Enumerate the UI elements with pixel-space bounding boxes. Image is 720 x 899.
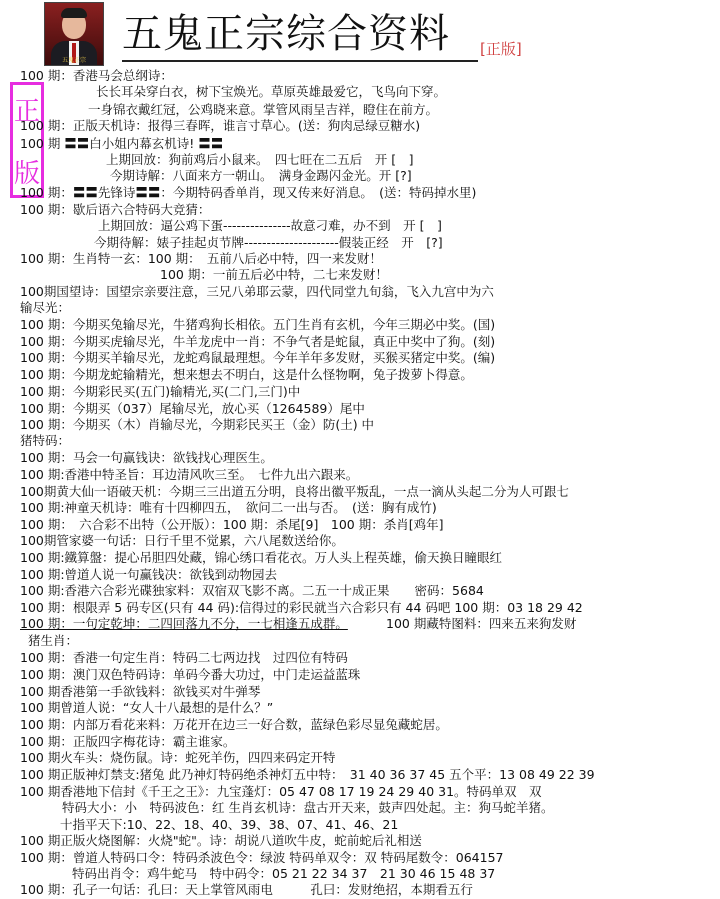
content-line: 100 期：今期彩民买(五门)输精光,买(二门,三门)中: [20, 384, 301, 399]
content-line: 100 期：今期买（木）肖输尽光，今期彩民买王（金）防(土) 中: [20, 417, 375, 432]
content-line: 100 期:香港六合彩光碟独家料：双宿双飞影不离。二五一十成正果 密码：5684: [20, 583, 484, 598]
content-line: 100 期：一前五后必中特，二七来发财！: [160, 267, 388, 282]
content-line: 特码大小：小 特码波色：红 生肖玄机诗：盘古开天来，鼓声四处起。主：狗马蛇羊猪。: [62, 800, 554, 815]
content-line: 100 期：澳门双色特码诗：单码今番大功过，中门走运益蓝珠: [20, 667, 361, 682]
content-line: 今期待解：婊子挂起贞节牌---------------------假装正经 开 [?]: [94, 235, 443, 250]
content-line: 100期管家婆一句话：日行千里不觉累，六八尾数送给你。: [20, 533, 344, 548]
content-line: 100 期：香港一句定生肖：特码二七两边找 过四位有特码: [20, 650, 348, 665]
content-line: 100 期：曾道人特码口令：特码杀波色令：绿波 特码单双令：双 特码尾数令：064157: [20, 850, 504, 865]
content-line: 100 期:神童天机诗：唯有十四柳四五， 欲问二一出与否。 (送：胸有成竹): [20, 500, 437, 515]
avatar-caption: 五鬼正宗: [61, 57, 86, 64]
content-line: 100 期:香港中特圣旨：耳边清风吹三至。 七件九出六跟来。: [20, 467, 359, 482]
stamp-bottom-char: 版: [13, 159, 40, 189]
content-line: 100 期正版火烧图解：火烧"蛇"。诗：胡说八道吹牛皮，蛇前蛇后礼相送: [20, 833, 422, 848]
content-line: 100 期藏特图料：四来五来狗发财: [386, 616, 577, 631]
content-line: 100 期：歇后语六合特码大竞猜：: [20, 202, 211, 217]
content-line: 100 期：今期买虎输尽光，牛羊龙虎中一肖：不争气者是蛇鼠，真正中奖中了狗。(刻): [20, 334, 496, 349]
page-header: [0, 0, 720, 66]
page-title: 五鬼正宗综合资料: [122, 11, 450, 57]
content-line: 100 期:鐵算盤：提心吊胆四处藏，锦心绣口看花衣。万人头上程英雄，偷天换日瞳眼红: [20, 550, 503, 565]
content-line: 100 期香港第一手欲钱料：欲钱买对牛弹琴: [20, 684, 261, 699]
content-line: 100 期：香港马会总纲诗：: [20, 68, 173, 83]
content-line: 100 期：今期买（037）尾输尽光，放心买（1264589）尾中: [20, 401, 365, 416]
content-line: 100 期：孔子一句话：孔曰：天上掌管风雨电 孔曰：发财绝招，本期看五行: [20, 882, 473, 897]
content-line: 100 期：一句定乾坤：二四回落九不分，一七相逢五成群。: [20, 616, 348, 631]
content-line: 100期黄大仙一语破天机：今期三三出道五分明，良将出徽平叛乱，一点一滴从头起二分为人可跟七: [20, 484, 569, 499]
content-line: 长长耳朵穿白衣，树下宝焕光。草原英雄最爱它，飞鸟向下穿。: [96, 84, 447, 99]
content-line: 特码出肖令：鸡牛蛇马 特中码令：05 21 22 34 37 21 30 46 15 48 37: [72, 866, 496, 881]
content-line: 猪特码：: [20, 433, 71, 448]
edition-badge: [正版]: [480, 40, 522, 58]
content-line: 100期国望诗：国望宗亲要注意，三兄八弟耶云蒙，四代同堂九旬翁，飞入九宫中为六: [20, 284, 494, 299]
content-line: 100 期正版神灯禁支:猪兔 此乃神灯特码绝杀神灯五中特： 31 40 36 37 45 五个平：13 08 49 22 39: [20, 767, 595, 782]
content-line: 100 期：今期买羊输尽光，龙蛇鸡鼠最理想。今年羊年多发财，买猴买猪定中奖。(编): [20, 350, 496, 365]
content-line: 100 期：正版四字梅花诗：霸主谁家。: [20, 734, 236, 749]
content-line: 猪生肖：: [28, 633, 79, 648]
stamp-top-char: 正: [13, 97, 40, 127]
content-line: 100 期 〓〓白小姐内幕玄机诗! 〓〓: [20, 136, 224, 151]
content-line: 上期回放：逼公鸡下蛋---------------故意刁难，办不到 开 [ ]: [98, 218, 442, 233]
content-line: 100 期：今期龙蛇输精光，想来想去不明白，这是什么怪物啊，兔子拨萝卜得意。: [20, 367, 473, 382]
avatar-hair: [61, 8, 87, 18]
content-line: 100 期香港地下信封《千王之王》：九宝蓬灯：05 47 08 17 19 24 29 40 31。特码单双 双: [20, 784, 542, 799]
content-line: 100 期：内部万看花来料：万花开在边三一好合数，蓝绿色彩尽显兔藏蛇居。: [20, 717, 448, 732]
content-line: 100 期：〓〓先锋诗〓〓：今期特码香单肖，现又传来好消息。 (送：特码掉水里): [20, 185, 477, 200]
content-line: 100 期：今期买兔输尽光，牛猪鸡狗长相依。五门生肖有玄机，今年三期必中奖。(国): [20, 317, 496, 332]
content-line: 100 期：正版天机诗：报得三春晖，谁言寸草心。(送：狗肉忌绿豆糖水): [20, 118, 421, 133]
content-line: 100 期火车头：烧伤鼠。诗：蛇死羊伤，四四来码定开特: [20, 750, 336, 765]
content-line: 100 期:曾道人说一句赢钱决：欲钱到动物园去: [20, 567, 278, 582]
avatar: [44, 2, 104, 66]
content-line: 输尽光：: [20, 300, 71, 315]
content-line: 100 期曾道人说：“女人十八最想的是什么？”: [20, 700, 274, 715]
content-line: 上期回放：狗前鸡后小鼠来。 四七旺在二五后 开 [ ]: [106, 152, 414, 167]
content-line: 一身锦衣戴红冠，公鸡晓来意。掌管风雨呈吉祥，瞪住在前方。: [88, 102, 439, 117]
content-line: 100 期： 六合彩不出特（公开版）：100 期：杀尾[9] 100 期：杀肖[鸡年]: [20, 517, 444, 532]
content-line: 100 期：生肖特一玄：100 期： 五前八后必中特，四一来发财！: [20, 251, 382, 266]
content-line: 十指平天下:10、22、18、40、39、38、07、41、46、21: [60, 817, 399, 832]
content-line: 100 期：根限弄 5 码专区(只有 44 码):信得过的彩民就当六合彩只有 44 码吧 100 期：03 18 29 42: [20, 600, 583, 615]
content-line: 100 期：马会一句赢钱诀：欲钱找心理医生。: [20, 450, 273, 465]
title-underline: [122, 60, 478, 62]
content-line: 今期诗解：八面来方一朝山。 满身金踢闪金光。开 [?]: [110, 168, 412, 183]
